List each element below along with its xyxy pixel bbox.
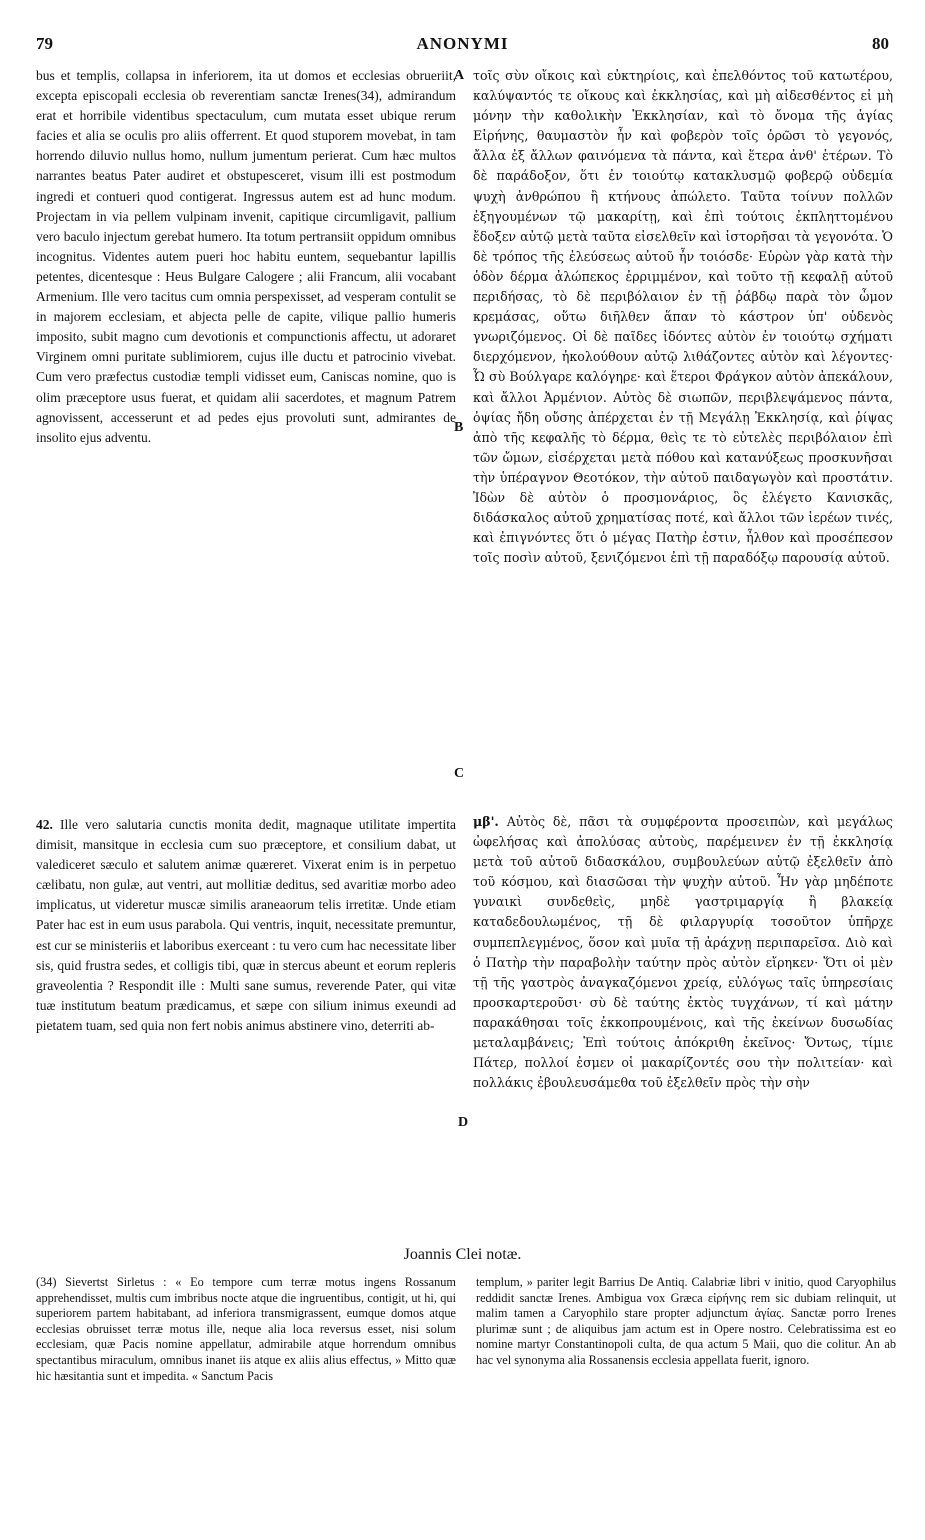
margin-letter-d: D [458, 1115, 469, 1130]
margin-letter-c: C [454, 766, 465, 781]
page-number-right: 80 [872, 34, 889, 53]
footnote-left: (34) Sievertst Sirletus : « Eo tempore cum terræ motus ingens Rossanum apprehendisset, multis cum imbribus nocte atque die ingruentibus, contigit, ut hi, qui superiorem partem habitabant, ad inferiora transmigrassent, eumque domos atque ecclesias obruisset terræ motus ille, neque alia loca reversus esset, nisi solum ecclesiam, quæ Pacis nomine appellatur, admirabile atque horrendum omnibus spectantibus miraculum, omnibus inanet iis atque ex aliis alius effectus, » Mitto quæ hic hæsitantia sunt et impedita. « Sanctum Pacis [36, 1275, 456, 1383]
margin-letter-a: A [454, 68, 465, 83]
margin-letter-b: B [454, 420, 464, 435]
greek-paragraph-42 [473, 812, 893, 1093]
latin-paragraph-41: bus et templis, collapsa in inferiorem, ita ut domos et ecclesias obrueriit, excepta episcopali ecclesia ob reverentiam sanctæ Irenes(34), admirandum erat et horribile videntibus spectaculum, cum mutata esset ubique rerum facies et alia se oculis pro aliis offerrent. Et quod stuporem movebat, in tam horrendo diluvio nullus homo, nullum jumentum perierat. Cum hæc multos narrantes beatus Pater audiret et obstupesceret, visum illi est postmodum ingredi et contueri quod contigerat. Ingressus autem est ad hunc modum. Projectam in via pellem vulpinam invenit, capitique circumligavit, pallium vero baculo injectum gerebat humero. Ita totum pertransiit oppidum omnibus incognitus. Videntes autem pueri hoc habitu euntem, sequebantur lapillis petentes, dicentesque : Heus Bulgare Calogere ; alii Francum, alii vocabant Armenium. Ille vero tacitus cum omnia perspexisset, ad vesperam contulit se in majorem ecclesiam, et abjecta pelle de capite, vilique pallio humeris imposito, subit magno cum devotionis et compunctionis affectu, ut adoraret Virginem omni puritate sublimiorem, cujus ille ductu et patrocinio vivebat. Cum vero præfectus custodiæ templi vidisset eum, Caniscas nomine, quo is olim præceptore usus fuerat, et quidam alii sacerdotes, et magnum Patrem agnovissent, accesserunt et ad pedes ejus provoluti sunt, admirantes de insolito ejus adventu. [36, 68, 456, 445]
latin-paragraph-42-text: Ille vero salutaria cunctis monita dedit, magnaque utilitate impertita dimisit, mansitque in ecclesia cum suo præceptore, et consilium dabat, ut valediceret sæculo et salutem animæ quæreret. Vixerat enim is in perpetuo cælibatu, non gulæ, aut ventri, aut mollitiæ deditus, sed avaritiæ morbo adeo implicatus, ut videretur muscæ similis araneaorum telis irretitæ. Unde etiam Pater hac est in eum usus parabola. Qui ventris, inquit, necessitate premuntur, est cur se ministeriis et laboribus exerceant : tu vero cum hac necessitate liber sis, quid frustra sedes, et colligis tibi, quæ in stercus abeunt et eorum repleris graveolentia ? Respondit ille : Multi sane sumus, reverende Pater, qui vitæ tuæ institutum beatum prædicamus, et sæpe con silium inimus exeundi ad pietatem tuam, sed quia non fert nobis animus abstinere vino, deterriti ab- [36, 817, 457, 1033]
notes-title: Joannis Clei notæ. [403, 1246, 522, 1263]
latin-section-42 [36, 815, 456, 1235]
page-number-left: 79 [36, 34, 53, 53]
greek-section-number: μβ'. [473, 814, 499, 829]
greek-section-41 [473, 66, 893, 776]
greek-paragraph-41: τοῖς σὺν οἴκοις καὶ εὐκτηρίοις, καὶ ἐπελθόντος τοῦ κατωτέρου, καλύψαντός τε οἴκους καὶ ἐκκλησίας, καὶ μὴ αἰδεσθέντος εἰ μὴ μόνην τὴν καθολικὴν Ἐκκλησίαν, καὶ τὸ ὄνομα τῆς ἁγίας Εἰρήνης, θαυμαστὸν ἦν καὶ φοβερὸν τοῖς ὁρῶσι τὸ γεγονός, ἄλλα ἐξ ἄλλων φαινόμενα τὰ πάντα, καὶ ἕτερα ἀνθ' ἑτέρων. Τὸ δὲ παράδοξον, ὅτι ἐν τοιούτῳ κατακλυσμῷ φοβερῷ οὐδεμία ψυχὴ ἀνθρώπου ἢ κτήνους ἀπώλετο. Ταῦτα τοίνυν πολλῶν ἐξηγουμένων τῷ μακαρίτῃ, καὶ ἐπὶ τούτοις ἐκπληττομένου ἔδοξεν αὐτῷ μετὰ ταῦτα εἰσελθεῖν καὶ ἱστορῆσαι τὰ γεγονότα. Ὁ δὲ τρόπος τῆς ἐλεύσεως αὐτοῦ ἦν τοιόσδε· Εὑρὼν γὰρ κατὰ τὴν ὁδὸν δέρμα ἀλώπεκος ἐρριμμένον, καὶ τοῦτο τῇ κεφαλῇ αὐτοῦ περιδήσας, τὸ δὲ περιβόλαιον ἐν τῇ ῥάβδῳ παρὰ τὸν ὦμον κρεμάσας, οὕτω διῆλθεν ἅπαν τὸ κάστρον ὑπ' οὐδενὸς γνωριζόμενος. Οἱ δὲ παῖδες ἰδόντες αὐτὸν ἐν τοιούτῳ σχήματι διερχόμενον, ἠκολούθουν αὐτῷ λιθάζοντες αὐτὸν καὶ λέγοντες· Ὦ σὺ Βούλγαρε καλόγηρε· καὶ ἕτεροι Φράγκον αὐτὸν ἀπεκάλουν, καὶ ἄλλοι Ἀρμένιον. Αὐτὸς δὲ σιωπῶν, περιβλεψάμενος πάντα, ὀψίας ἤδη οὔσης ἀπέρχεται ἐν τῇ Μεγάλῃ Ἐκκλησίᾳ, καὶ ῥίψας ἀπὸ τῆς κεφαλῆς τὸ δέρμα, θεὶς τε τὸ εὐτελὲς περιβόλαιον ἐπὶ τῶν ὤμων, εἰσέρχεται μετὰ πόθου καὶ κατανύξεως προσκυνῆσαι τὴν ὑπέραγνον Θεοτόκον, τὴν αὐτοῦ παιδαγωγὸν καὶ προστάτιν. Ἰδὼν δὲ αὐτὸν ὁ προσμονάριος, ὃς ἐλέγετο Κανισκᾶς, διδάσκαλος αὐτοῦ χρηματίσας ποτέ, καὶ ἄλλοι τῶν ἱερέων τινές, καὶ ἐπιγνόντες ὅτι ὁ μέγας Πατὴρ ἐστιν, ἦλθον καὶ προσέπεσον τοῖς ποσὶν αὐτοῦ, ξενιζόμενοι ἐπὶ τῇ παραδόξῳ παρουσίᾳ αὐτοῦ. [473, 68, 893, 566]
latin-section-number: 42. [36, 817, 53, 832]
page-header [36, 34, 889, 60]
greek-paragraph-42-text: Αὐτὸς δὲ, πᾶσι τὰ συμφέροντα προσειπὼν, καὶ μεγάλως ὠφελήσας καὶ ἀπολύσας αὐτοὺς, παρέμεινεν ἐν τῇ ἐκκλησίᾳ μετὰ τοῦ αὐτοῦ διδασκάλου, συμβουλεύων αὐτῷ ἐξελθεῖν ἀπὸ τοῦ κόσμου, καὶ διασῶσαι τὴν ψυχὴν αὐτοῦ. Ἦν γὰρ μηδέποτε γυναικὶ συνδεθεὶς, μηδὲ γαστριμαργίᾳ ἢ βλακείᾳ καταδεδουλωμένος, τῇ δὲ φιλαργυρίᾳ τοσοῦτον ὑπῆρχε συμπεπλεγμένος, ὅσον καὶ μυῖα τῇ ἀράχνῃ περιπαρεῖσα. Διὸ καὶ ὁ Πατὴρ τὴν παραβολὴν ταύτην πρὸς αὐτὸν εἴρηκεν· Ὅτι οἱ μὲν τῇ τῆς γαστρὸς ἀναγκαζόμενοι χρείᾳ, εὐλόγως ταῖς ὑπηρεσίαις προσκαρτεροῦσι· σὺ δὲ ταύτης ἐκτὸς τυγχάνων, τί καὶ μάτην παρακάθησαι τοῖς ἐκκοπρουμένοις, καὶ τῆς ἐκείνων δυσωδίας μεταλαμβάνεις; Ἐπὶ τούτοις ἀπόκριθη ἐκεῖνος· Ὄντως, τίμιε Πάτερ, πολλοί ἐσμεν οἱ μακαρίζοντές σου τὴν πολιτείαν· καὶ πολλάκις ἐβουλευσάμεθα τοῦ ἐξελθεῖν πρὸς τὴν σὴν [473, 814, 893, 1091]
latin-section-41 [36, 66, 456, 756]
footnote-right: templum, » pariter legit Barrius De Antiq. Calabriæ libri v initio, quod Caryophilus reddidit sanctæ Irenes. Ambigua vox Græca εἰρήνης rem sic dubiam relinquit, ut malim tamen a Caryophilo stare propter adjunctum ἁγίας. Sanctæ porro Irenes plurimæ sunt ; de aliquibus jam actum est in Opere nostro. Celebratissima est eo nomine martyr Constantinopoli culta, de qua actum 5 Maii, quo die colitur. An ab hac vel synonyma alia Rossanensis ecclesia appellata fuerit, ignoro. [476, 1275, 896, 1367]
latin-paragraph-42 [36, 815, 456, 1036]
running-title: ANONYMI [416, 34, 509, 53]
greek-section-42 [473, 812, 893, 1237]
